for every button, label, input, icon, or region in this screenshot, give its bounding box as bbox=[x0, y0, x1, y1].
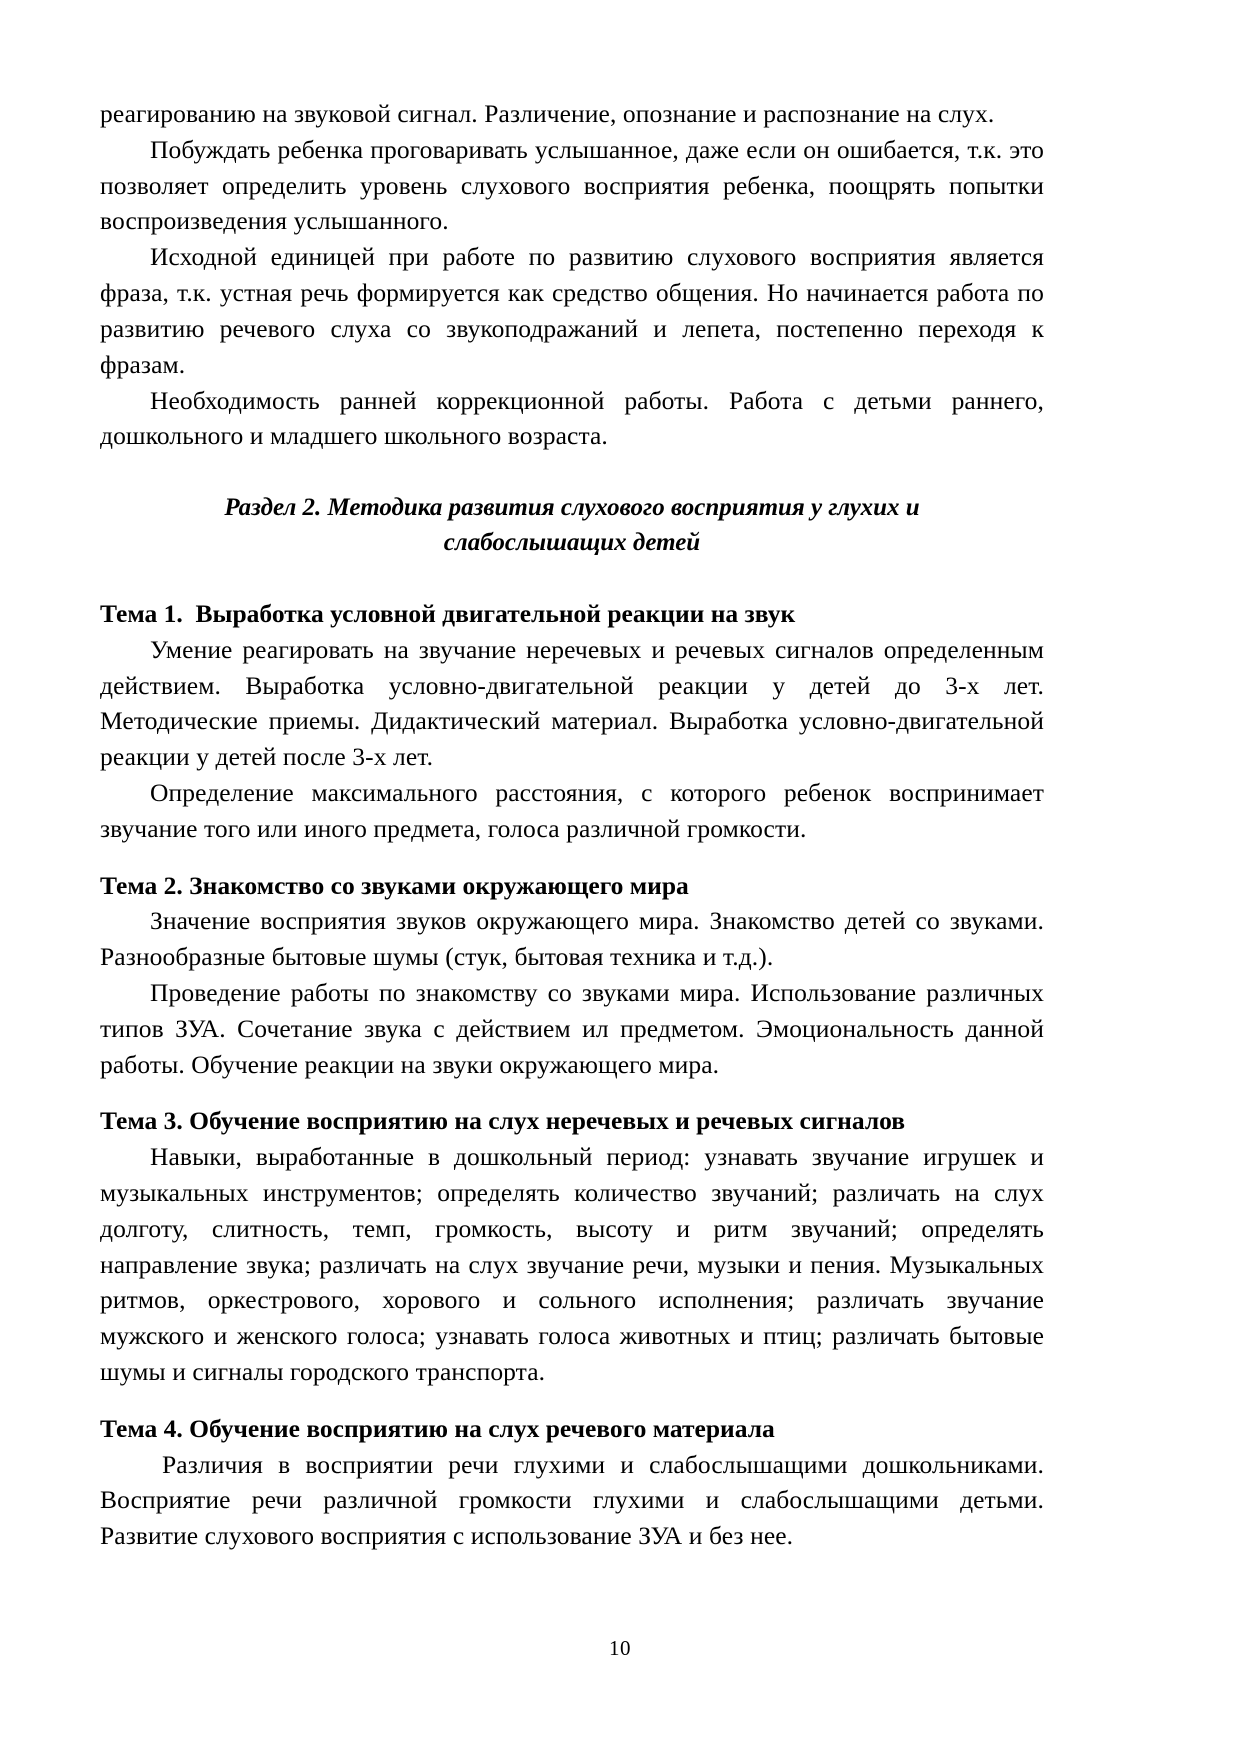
topic-heading-2: Тема 2. Знакомство со звуками окружающего мира bbox=[100, 870, 689, 900]
paragraph: Исходной единицей при работе по развитию слухового восприятия является фраза, т.к. устная речь формируется как средство общения. Но начинается работа по развитию речевого слуха со звукоподражаний и лепета, постепенно переходя к фразам. bbox=[100, 242, 1044, 379]
spacer bbox=[100, 1082, 1044, 1103]
section-heading: Раздел 2. Методика развития слухового восприятия у глухих и слабослышащих детей bbox=[224, 494, 920, 557]
paragraph-continuation: реагированию на звуковой сигнал. Различение, опознание и распознание на слух. bbox=[100, 99, 995, 128]
spacer bbox=[100, 454, 1044, 490]
topic-heading-4: Тема 4. Обучение восприятию на слух речевого материала bbox=[100, 1413, 775, 1443]
page-number: 10 bbox=[609, 1636, 631, 1660]
spacer bbox=[100, 1390, 1044, 1411]
paragraph: Определение максимального расстояния, с которого ребенок воспринимает звучание того или иного предмета, голоса различной громкости. bbox=[100, 778, 1044, 843]
paragraph: Навыки, выработанные в дошкольный период: узнавать звучание игрушек и музыкальных инструментов; определять количество звучаний; различать на слух долготу, слитность, темп, громкость, высоту и ритм звучаний; определять направление звука; различать на слух звучание речи, музыки и пения. Музыкальных ритмов, оркестрового, хорового и сольного исполнения; различать звучание мужского и женского голоса; узнавать голоса животных и птиц; различать бытовые шумы и сигналы городского транспорта. bbox=[100, 1142, 1044, 1386]
paragraph: Различия в восприятии речи глухими и слабослышащими дошкольниками. Восприятие речи различной громкости глухими и слабослышащими детьми. Развитие слухового восприятия с использование ЗУА и без нее. bbox=[100, 1449, 1044, 1551]
topic-heading-1: Тема 1. Выработка условной двигательной реакции на звук bbox=[100, 599, 796, 629]
spacer bbox=[100, 560, 1044, 596]
paragraph: Умение реагировать на звучание неречевых и речевых сигналов определенным действием. Выработка условно-двигательной реакции у детей до 3-х лет. Методические приемы. Дидактический материал. Выработка условно-двигательной реакции у детей после 3-х лет. bbox=[100, 634, 1044, 772]
paragraph: Значение восприятия звуков окружающего мира. Знакомство детей со звуками. Разнообразные бытовые шумы (стук, бытовая техника и т.д.). bbox=[100, 906, 1044, 972]
paragraph: Проведение работы по знакомству со звуками мира. Использование различных типов ЗУА. Сочетание звука с действием ил предметом. Эмоциональность данной работы. Обучение реакции на звуки окружающего мира. bbox=[100, 978, 1044, 1079]
page-content bbox=[100, 96, 1044, 1554]
paragraph: Побуждать ребенка проговаривать услышанное, даже если он ошибается, т.к. это позволяет определить уровень слухового восприятия ребенка, поощрять попытки воспроизведения услышанного. bbox=[100, 134, 1044, 236]
spacer bbox=[100, 847, 1044, 868]
paragraph: Необходимость ранней коррекционной работы. Работа с детьми раннего, дошкольного и младшего школьного возраста. bbox=[100, 385, 1044, 451]
topic-heading-3: Тема 3. Обучение восприятию на слух неречевых и речевых сигналов bbox=[100, 1106, 906, 1136]
